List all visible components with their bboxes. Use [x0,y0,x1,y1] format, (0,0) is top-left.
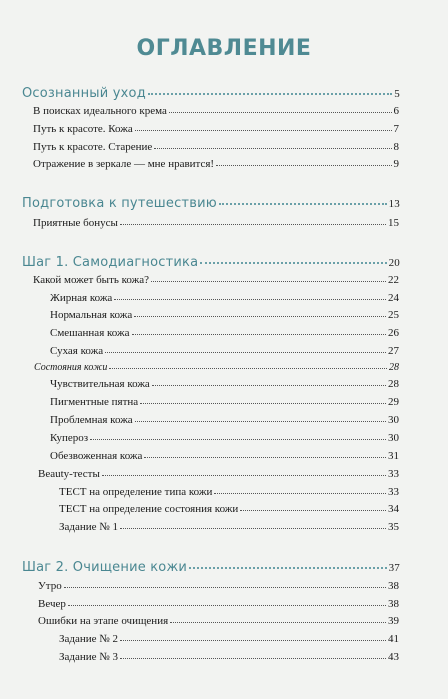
toc-entry[interactable] [33,217,399,229]
page-number: 43 [388,651,399,663]
entry-label: Проблемная кожа [50,414,133,426]
page-number: 26 [388,327,399,339]
dot-leader [219,202,387,205]
entry-label: Нормальная кожа [50,309,133,321]
dot-leader [68,604,386,606]
dot-leader [132,333,387,335]
entry-label: Задание № 2 [59,633,119,645]
page-title: ОГЛАВЛЕНИЕ [136,36,312,61]
page-number: 28 [388,378,399,390]
dot-leader [64,586,386,588]
entry-label: Путь к красоте. Старение [33,141,153,153]
toc-entry[interactable] [50,292,399,304]
page-number: 22 [388,274,399,286]
page-number: 41 [388,633,399,645]
dot-leader [109,367,387,369]
entry-label: ТЕСТ на определение типа кожи [59,486,213,498]
page-number: 7 [393,123,399,135]
entry-label: Вечер [38,598,66,610]
entry-label: Пигментные пятна [50,396,139,408]
toc-section-preparation[interactable] [22,196,400,211]
dot-leader [169,111,392,113]
toc-entry[interactable] [50,378,399,390]
dot-leader [120,527,386,529]
toc-entry[interactable] [59,503,399,515]
entry-label: Задание № 1 [59,521,119,533]
toc-entry[interactable] [59,521,399,533]
dot-leader [114,298,386,300]
page-number: 33 [388,468,399,480]
dot-leader [120,657,386,659]
toc-entry[interactable] [59,486,399,498]
dot-leader [135,129,392,131]
toc-entry[interactable] [59,633,399,645]
dot-leader [135,420,386,422]
toc-entry-subheading[interactable] [34,362,399,373]
page-number: 30 [388,414,399,426]
toc-entry[interactable] [38,580,399,592]
toc-entry[interactable] [33,123,399,135]
toc-entry[interactable] [33,158,399,170]
toc-section-step-2[interactable] [22,560,400,575]
dot-leader [216,164,391,166]
page-number: 6 [393,105,399,117]
dot-leader [240,509,386,511]
section-title: Осознанный уход [22,86,146,101]
dot-leader [120,223,386,225]
page-number: 37 [388,562,400,574]
dot-leader [102,474,386,476]
entry-label: Beauty-тесты [38,468,100,480]
section-title: Подготовка к путешествию [22,196,217,211]
entry-label: Ошибки на этапе очищения [38,615,169,627]
toc-entry[interactable] [50,327,399,339]
toc-entry[interactable] [50,414,399,426]
toc-entry[interactable] [38,615,399,627]
dot-leader [151,280,386,282]
page-number: 13 [388,198,400,210]
toc-section-conscious-care[interactable] [22,86,400,101]
toc-entry[interactable] [33,141,399,153]
entry-label: Отражение в зеркале — мне нравится! [33,158,215,170]
entry-label: Купероз [50,432,89,444]
section-title: Шаг 1. Самодиагностика [22,255,199,270]
page-number: 25 [388,309,399,321]
dot-leader [189,566,387,569]
toc-entry[interactable] [50,450,399,462]
entry-label: Чувствительная кожа [50,378,150,390]
page-number: 9 [393,158,399,170]
dot-leader [140,402,386,404]
dot-leader [105,351,386,353]
page-number: 35 [388,521,399,533]
entry-label: Состояния кожи [34,362,108,373]
page-number: 27 [388,345,399,357]
entry-label: Жирная кожа [50,292,113,304]
page-number: 33 [388,486,399,498]
page-number: 5 [394,88,400,100]
dot-leader [170,621,386,623]
entry-label: Путь к красоте. Кожа [33,123,133,135]
dot-leader [90,438,386,440]
page-number: 39 [388,615,399,627]
toc-entry[interactable] [38,598,399,610]
entry-label: В поисках идеального крема [33,105,167,117]
entry-label: Какой может быть кожа? [33,274,150,286]
entry-label: Сухая кожа [50,345,104,357]
page-number: 30 [388,432,399,444]
toc-entry[interactable] [50,345,399,357]
page-number: 38 [388,580,399,592]
dot-leader [120,639,386,641]
toc-entry[interactable] [38,468,399,480]
toc-entry[interactable] [50,432,399,444]
toc-entry[interactable] [50,396,399,408]
page-number: 38 [388,598,399,610]
dot-leader [144,456,386,458]
page-number: 29 [388,396,399,408]
dot-leader [200,261,386,264]
entry-label: ТЕСТ на определение состояния кожи [59,503,239,515]
entry-label: Приятные бонусы [33,217,118,229]
page-number: 20 [388,257,400,269]
page-number: 15 [388,217,399,229]
toc-entry[interactable] [59,651,399,663]
dot-leader [214,492,386,494]
page-number: 24 [388,292,399,304]
toc-section-step-1[interactable] [22,255,400,270]
dot-leader [152,384,386,386]
entry-label: Обезвоженная кожа [50,450,143,462]
toc-entry[interactable] [33,274,399,286]
toc-entry[interactable] [50,309,399,321]
page-number: 31 [388,450,399,462]
section-title: Шаг 2. Очищение кожи [22,560,188,575]
entry-label: Утро [38,580,62,592]
toc-entry[interactable] [33,105,399,117]
dot-leader [154,147,391,149]
page-number: 34 [388,503,399,515]
page-number: 8 [393,141,399,153]
entry-label: Задание № 3 [59,651,119,663]
dot-leader [148,92,392,95]
entry-label: Смешанная кожа [50,327,130,339]
page-number: 28 [389,362,399,373]
dot-leader [134,315,386,317]
